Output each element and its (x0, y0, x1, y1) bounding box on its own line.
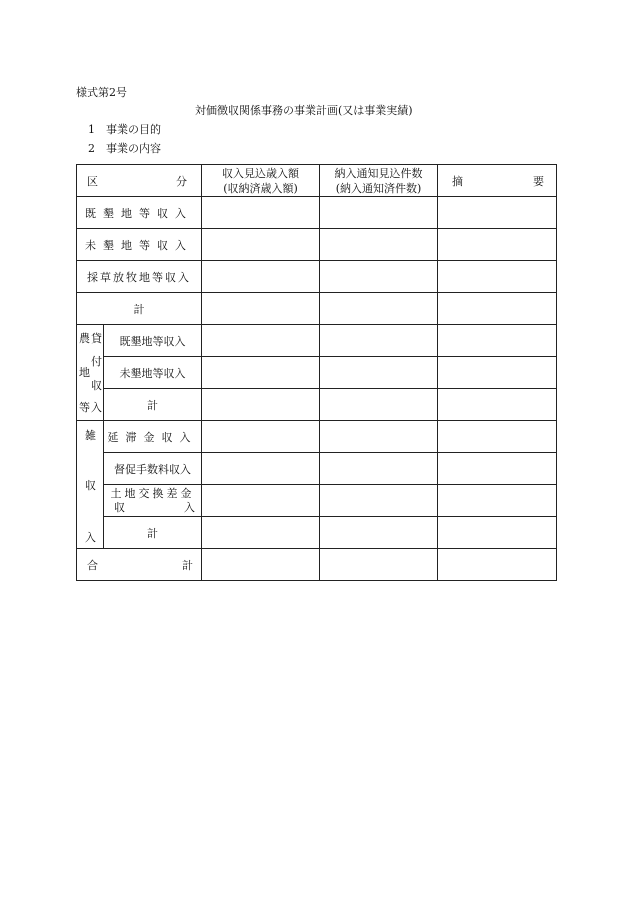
cell-empty (320, 485, 438, 517)
row-label-tochi: 土地交換差金 収 入 (104, 485, 202, 517)
form-number: 様式第2号 (76, 86, 127, 99)
cell-empty (438, 197, 557, 229)
table-row (77, 389, 557, 421)
cell-empty (202, 261, 320, 293)
cell-empty (438, 421, 557, 453)
cell-empty (202, 357, 320, 389)
table-row (77, 485, 557, 517)
cell-empty (320, 197, 438, 229)
cell-empty (320, 453, 438, 485)
header-remarks: 摘 要 (438, 165, 557, 197)
table-header-row (77, 165, 557, 197)
row-label-nochi-mikon: 未墾地等収入 (104, 357, 202, 389)
cell-empty (202, 197, 320, 229)
table-row (77, 517, 557, 549)
row-label-nochi-kikon: 既墾地等収入 (104, 325, 202, 357)
cell-empty (202, 453, 320, 485)
row-label-tokusoku: 督促手数料収入 (104, 453, 202, 485)
cell-empty (438, 453, 557, 485)
cell-empty (438, 517, 557, 549)
row-label-zatsu-subtotal: 計 (104, 517, 202, 549)
row-label-mikon: 未墾地等収入 (77, 229, 202, 261)
row-label-nochi-subtotal: 計 (104, 389, 202, 421)
cell-empty (202, 549, 320, 581)
table-row (77, 421, 557, 453)
cell-empty (320, 229, 438, 261)
cell-empty (320, 357, 438, 389)
cell-empty (320, 517, 438, 549)
cell-empty (202, 293, 320, 325)
item-purpose: 1 事業の目的 (88, 123, 161, 136)
cell-empty (202, 517, 320, 549)
cell-empty (320, 389, 438, 421)
cell-empty (438, 325, 557, 357)
cell-empty (320, 549, 438, 581)
cell-empty (202, 325, 320, 357)
row-label-saiso: 採草放牧地等収入 (77, 261, 202, 293)
header-expected-revenue: 収入見込歳入額 (収納済歳入額) (202, 165, 320, 197)
table-row (77, 197, 557, 229)
table-row (77, 261, 557, 293)
cell-empty (202, 229, 320, 261)
table-row (77, 229, 557, 261)
table-row (77, 549, 557, 581)
item-content: 2 事業の内容 (88, 142, 161, 155)
row-label-subtotal: 計 (77, 293, 202, 325)
row-label-kikon: 既墾地等収入 (77, 197, 202, 229)
cell-empty (438, 357, 557, 389)
group-label-nochi: 農 貸 付 地 収 等 入 (77, 325, 104, 421)
table-row (77, 357, 557, 389)
table-row (77, 325, 557, 357)
cell-empty (320, 261, 438, 293)
plan-table (76, 164, 557, 581)
cell-empty (438, 261, 557, 293)
cell-empty (202, 485, 320, 517)
row-label-total: 合 計 (77, 549, 202, 581)
cell-empty (438, 389, 557, 421)
cell-empty (438, 485, 557, 517)
cell-empty (438, 293, 557, 325)
header-notice-count: 納入通知見込件数 (納入通知済件数) (320, 165, 438, 197)
group-label-zatsu: 雑 収 入 (77, 421, 104, 549)
document-title: 対価徴収関係事務の事業計画(又は事業実績) (195, 104, 413, 117)
cell-empty (438, 549, 557, 581)
row-label-entai: 延滞金収入 (104, 421, 202, 453)
cell-empty (202, 389, 320, 421)
table-row (77, 293, 557, 325)
header-category: 区 分 (77, 165, 202, 197)
cell-empty (438, 229, 557, 261)
cell-empty (320, 325, 438, 357)
cell-empty (320, 421, 438, 453)
cell-empty (320, 293, 438, 325)
cell-empty (202, 421, 320, 453)
table-row (77, 453, 557, 485)
